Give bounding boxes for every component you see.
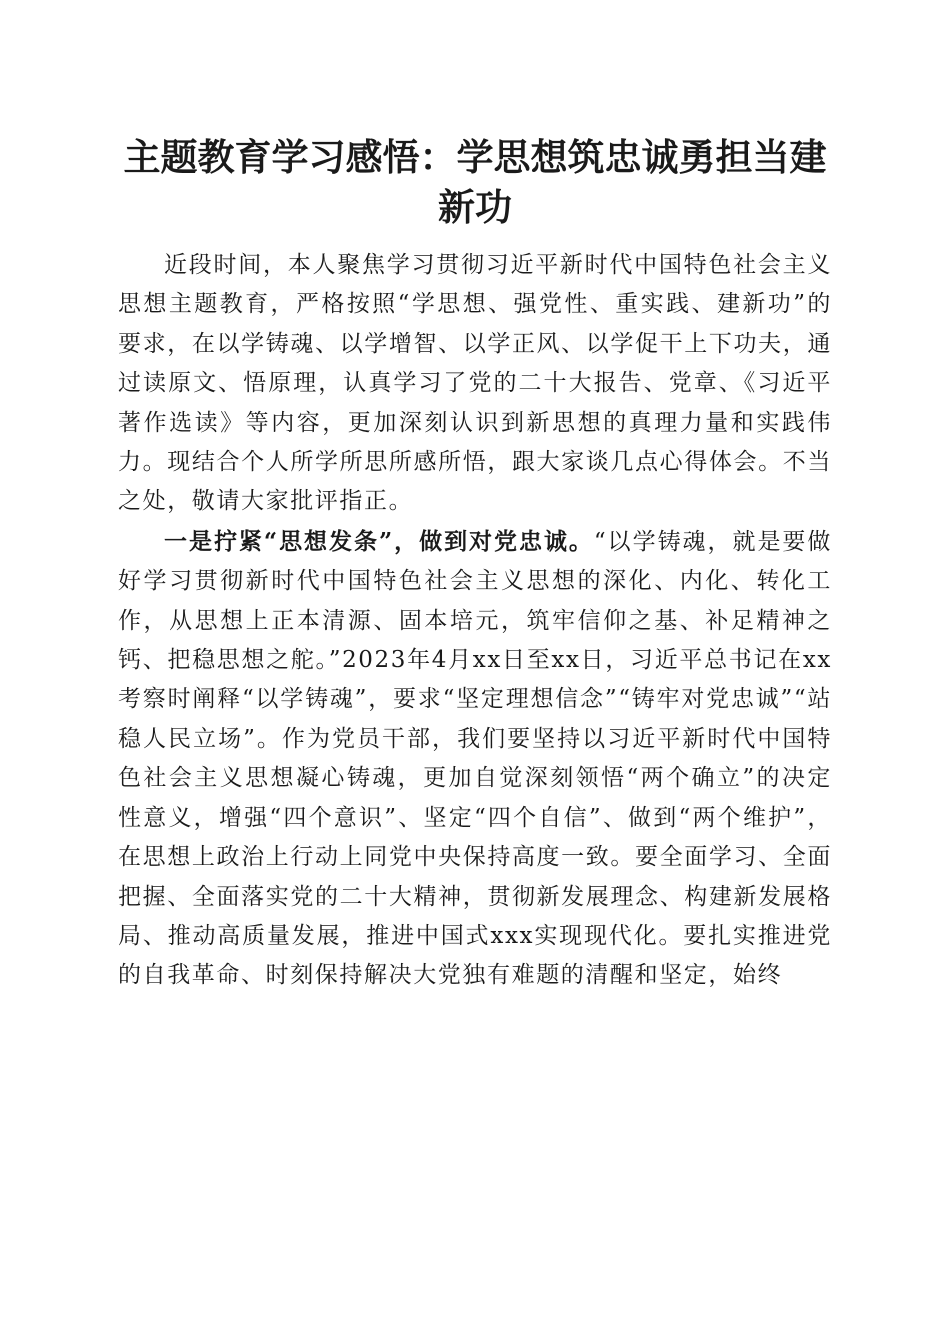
paragraph-text: “以学铸魂，就是要做好学习贯彻新时代中国特色社会主义思想的深化、内化、转化工作，从思想上正本清源、固本培元，筑牢信仰之基、补足精神之钙、把稳思想之舵。”2023年4月xx日至xx日，习近平总书记在xx考察时阐释“以学铸魂”，要求“坚定理想信念”“铸牢对党忠诚”“站稳人民立场”。作为党员干部，我们要坚持以习近平新时代中国特色社会主义思想凝心铸魂，更加自觉深刻领悟“两个确立”的决定性意义，增强“四个意识”、坚定“四个自信”、做到“两个维护”，在思想上政治上行动上同党中央保持高度一致。要全面学习、全面把握、全面落实党的二十大精神，贯彻新发展理念、构建新发展格局、推动高质量发展，推进中国式xxx实现现代化。要扎实推进党的自我革命、时刻保持解决大党独有难题的清醒和坚定，始终 [118,528,832,989]
document-title: 主题教育学习感悟：学思想筑忠诚勇担当建新功 [123,135,827,229]
paragraph-point-one [118,522,832,996]
paragraph-lead: 一是拧紧“思想发条”，做到对党忠诚。 [164,527,594,555]
paragraph-intro [118,245,832,522]
paragraph-text: 近段时间，本人聚焦学习贯彻习近平新时代中国特色社会主义思想主题教育，严格按照“学思想、强党性、重实践、建新功”的要求，在以学铸魂、以学增智、以学正风、以学促干上下功夫，通过读原文、悟原理，认真学习了党的二十大报告、党章、《习近平著作选读》等内容，更加深刻认识到新思想的真理力量和实践伟力。现结合个人所学所思所感所悟，跟大家谈几点心得体会。不当之处，敬请大家批评指正。 [118,252,832,515]
document-body [118,245,832,996]
